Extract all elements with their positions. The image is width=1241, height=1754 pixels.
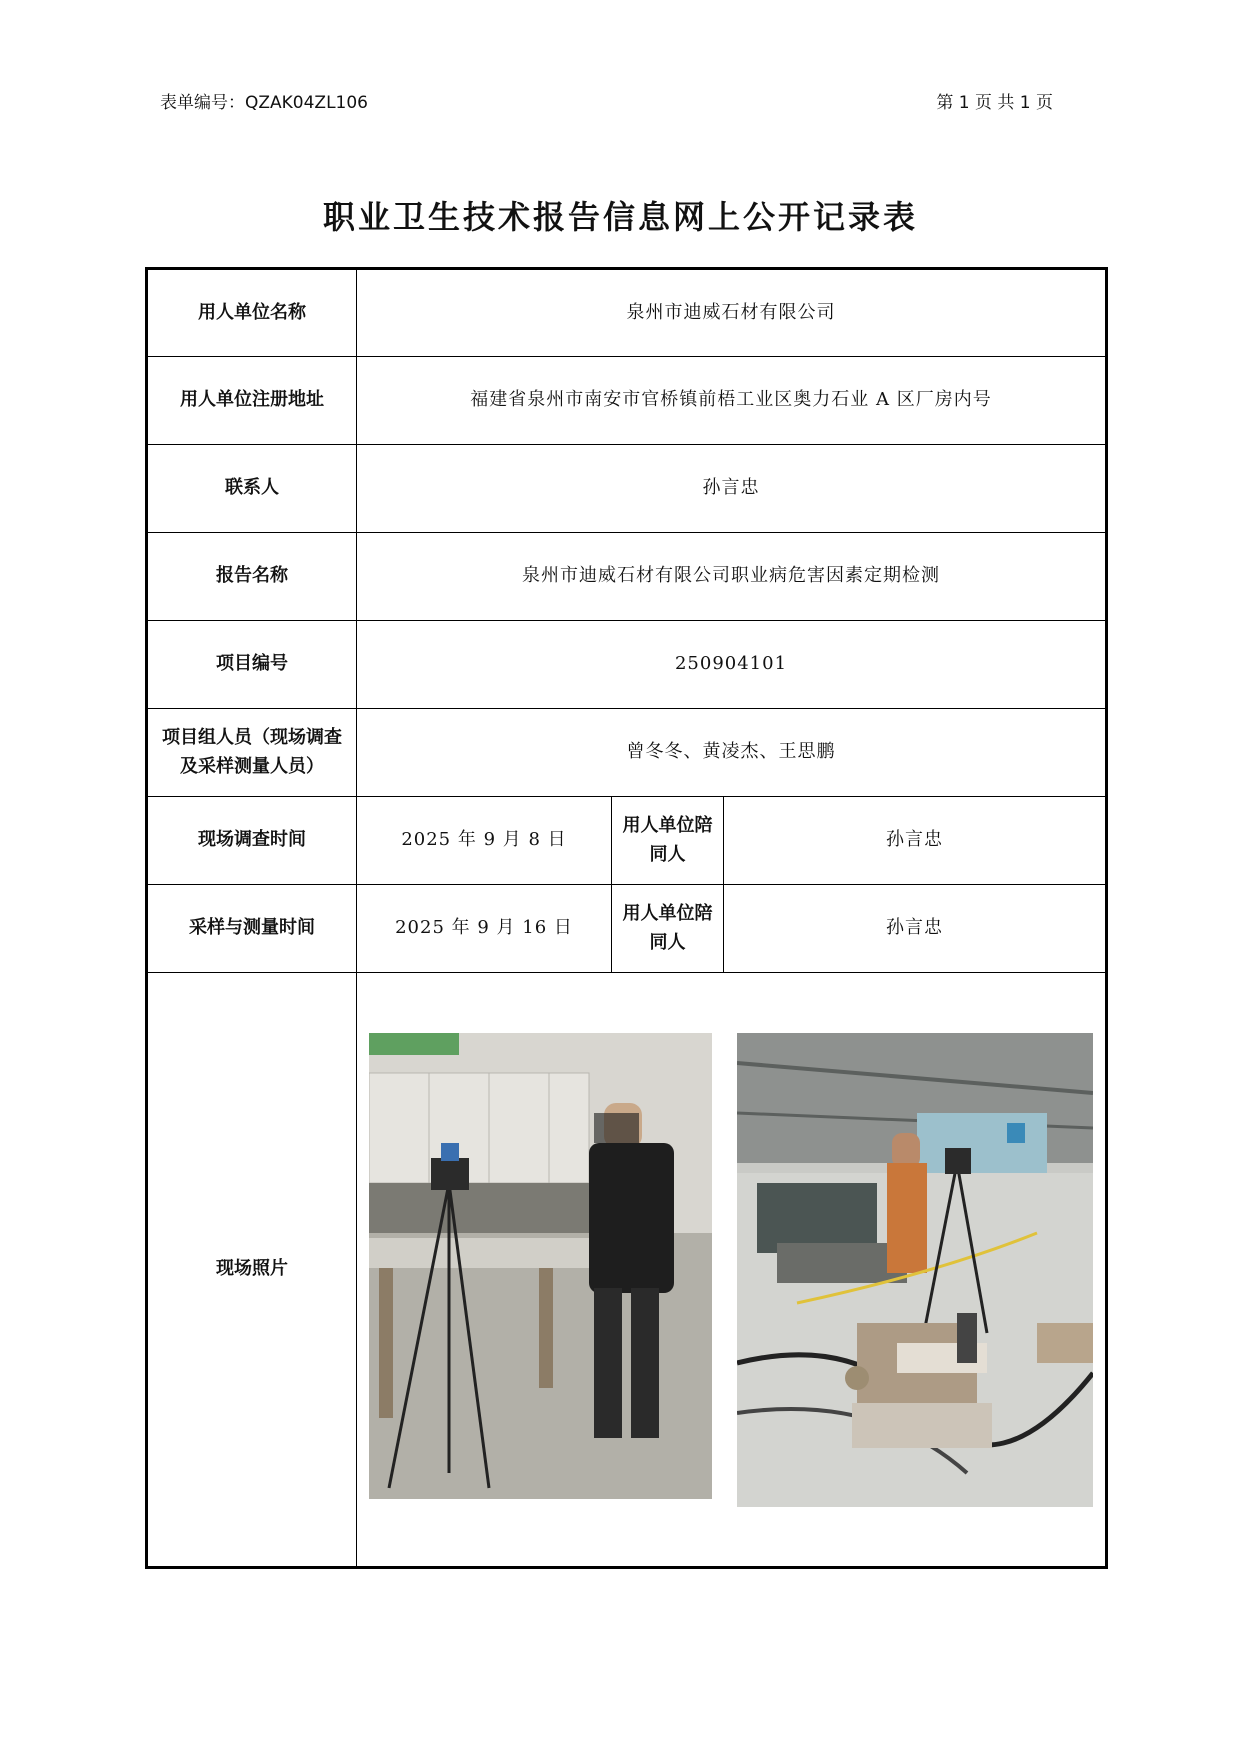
- team-value: 曾冬冬、黄凌杰、王思鹏: [357, 709, 1107, 797]
- row-project-no: [147, 621, 1107, 709]
- row-team: [147, 709, 1107, 797]
- survey-companion-value: 孙言忠: [724, 797, 1107, 885]
- survey-companion-label: 用人单位陪同人: [612, 797, 724, 885]
- site-photo-1: [369, 1033, 712, 1507]
- row-contact: [147, 445, 1107, 533]
- photos-cell: [357, 973, 1107, 1568]
- sampling-companion-label: 用人单位陪同人: [612, 885, 724, 973]
- project-no-label: 项目编号: [147, 621, 357, 709]
- form-number: 表单编号：QZAK04ZL106: [160, 93, 369, 113]
- photos-label: 现场照片: [147, 973, 357, 1568]
- sampling-time-value: 2025 年 9 月 16 日: [357, 885, 612, 973]
- row-photos: [147, 973, 1107, 1568]
- contact-label: 联系人: [147, 445, 357, 533]
- row-sampling: [147, 885, 1107, 973]
- project-no-value: 250904101: [357, 621, 1107, 709]
- employer-address-label: 用人单位注册地址: [147, 357, 357, 445]
- page-title: 职业卫生技术报告信息网上公开记录表: [322, 198, 918, 236]
- report-name-label: 报告名称: [147, 533, 357, 621]
- contact-value: 孙言忠: [357, 445, 1107, 533]
- report-name-value: 泉州市迪威石材有限公司职业病危害因素定期检测: [357, 533, 1107, 621]
- record-table: [145, 267, 1108, 1569]
- survey-time-value: 2025 年 9 月 8 日: [357, 797, 612, 885]
- employer-address-value: 福建省泉州市南安市官桥镇前梧工业区奥力石业 A 区厂房内号: [357, 357, 1107, 445]
- row-survey: [147, 797, 1107, 885]
- sampling-time-label: 采样与测量时间: [147, 885, 357, 973]
- row-employer-address: [147, 357, 1107, 445]
- employer-name-label: 用人单位名称: [147, 269, 357, 357]
- row-employer-name: [147, 269, 1107, 357]
- page-indicator: 第 1 页 共 1 页: [936, 93, 1053, 113]
- site-photo-2: [737, 1033, 1093, 1507]
- photo-strip: [357, 1033, 1105, 1507]
- row-report-name: [147, 533, 1107, 621]
- survey-time-label: 现场调查时间: [147, 797, 357, 885]
- sampling-companion-value: 孙言忠: [724, 885, 1107, 973]
- team-label: 项目组人员（现场调查及采样测量人员）: [147, 709, 357, 797]
- employer-name-value: 泉州市迪威石材有限公司: [357, 269, 1107, 357]
